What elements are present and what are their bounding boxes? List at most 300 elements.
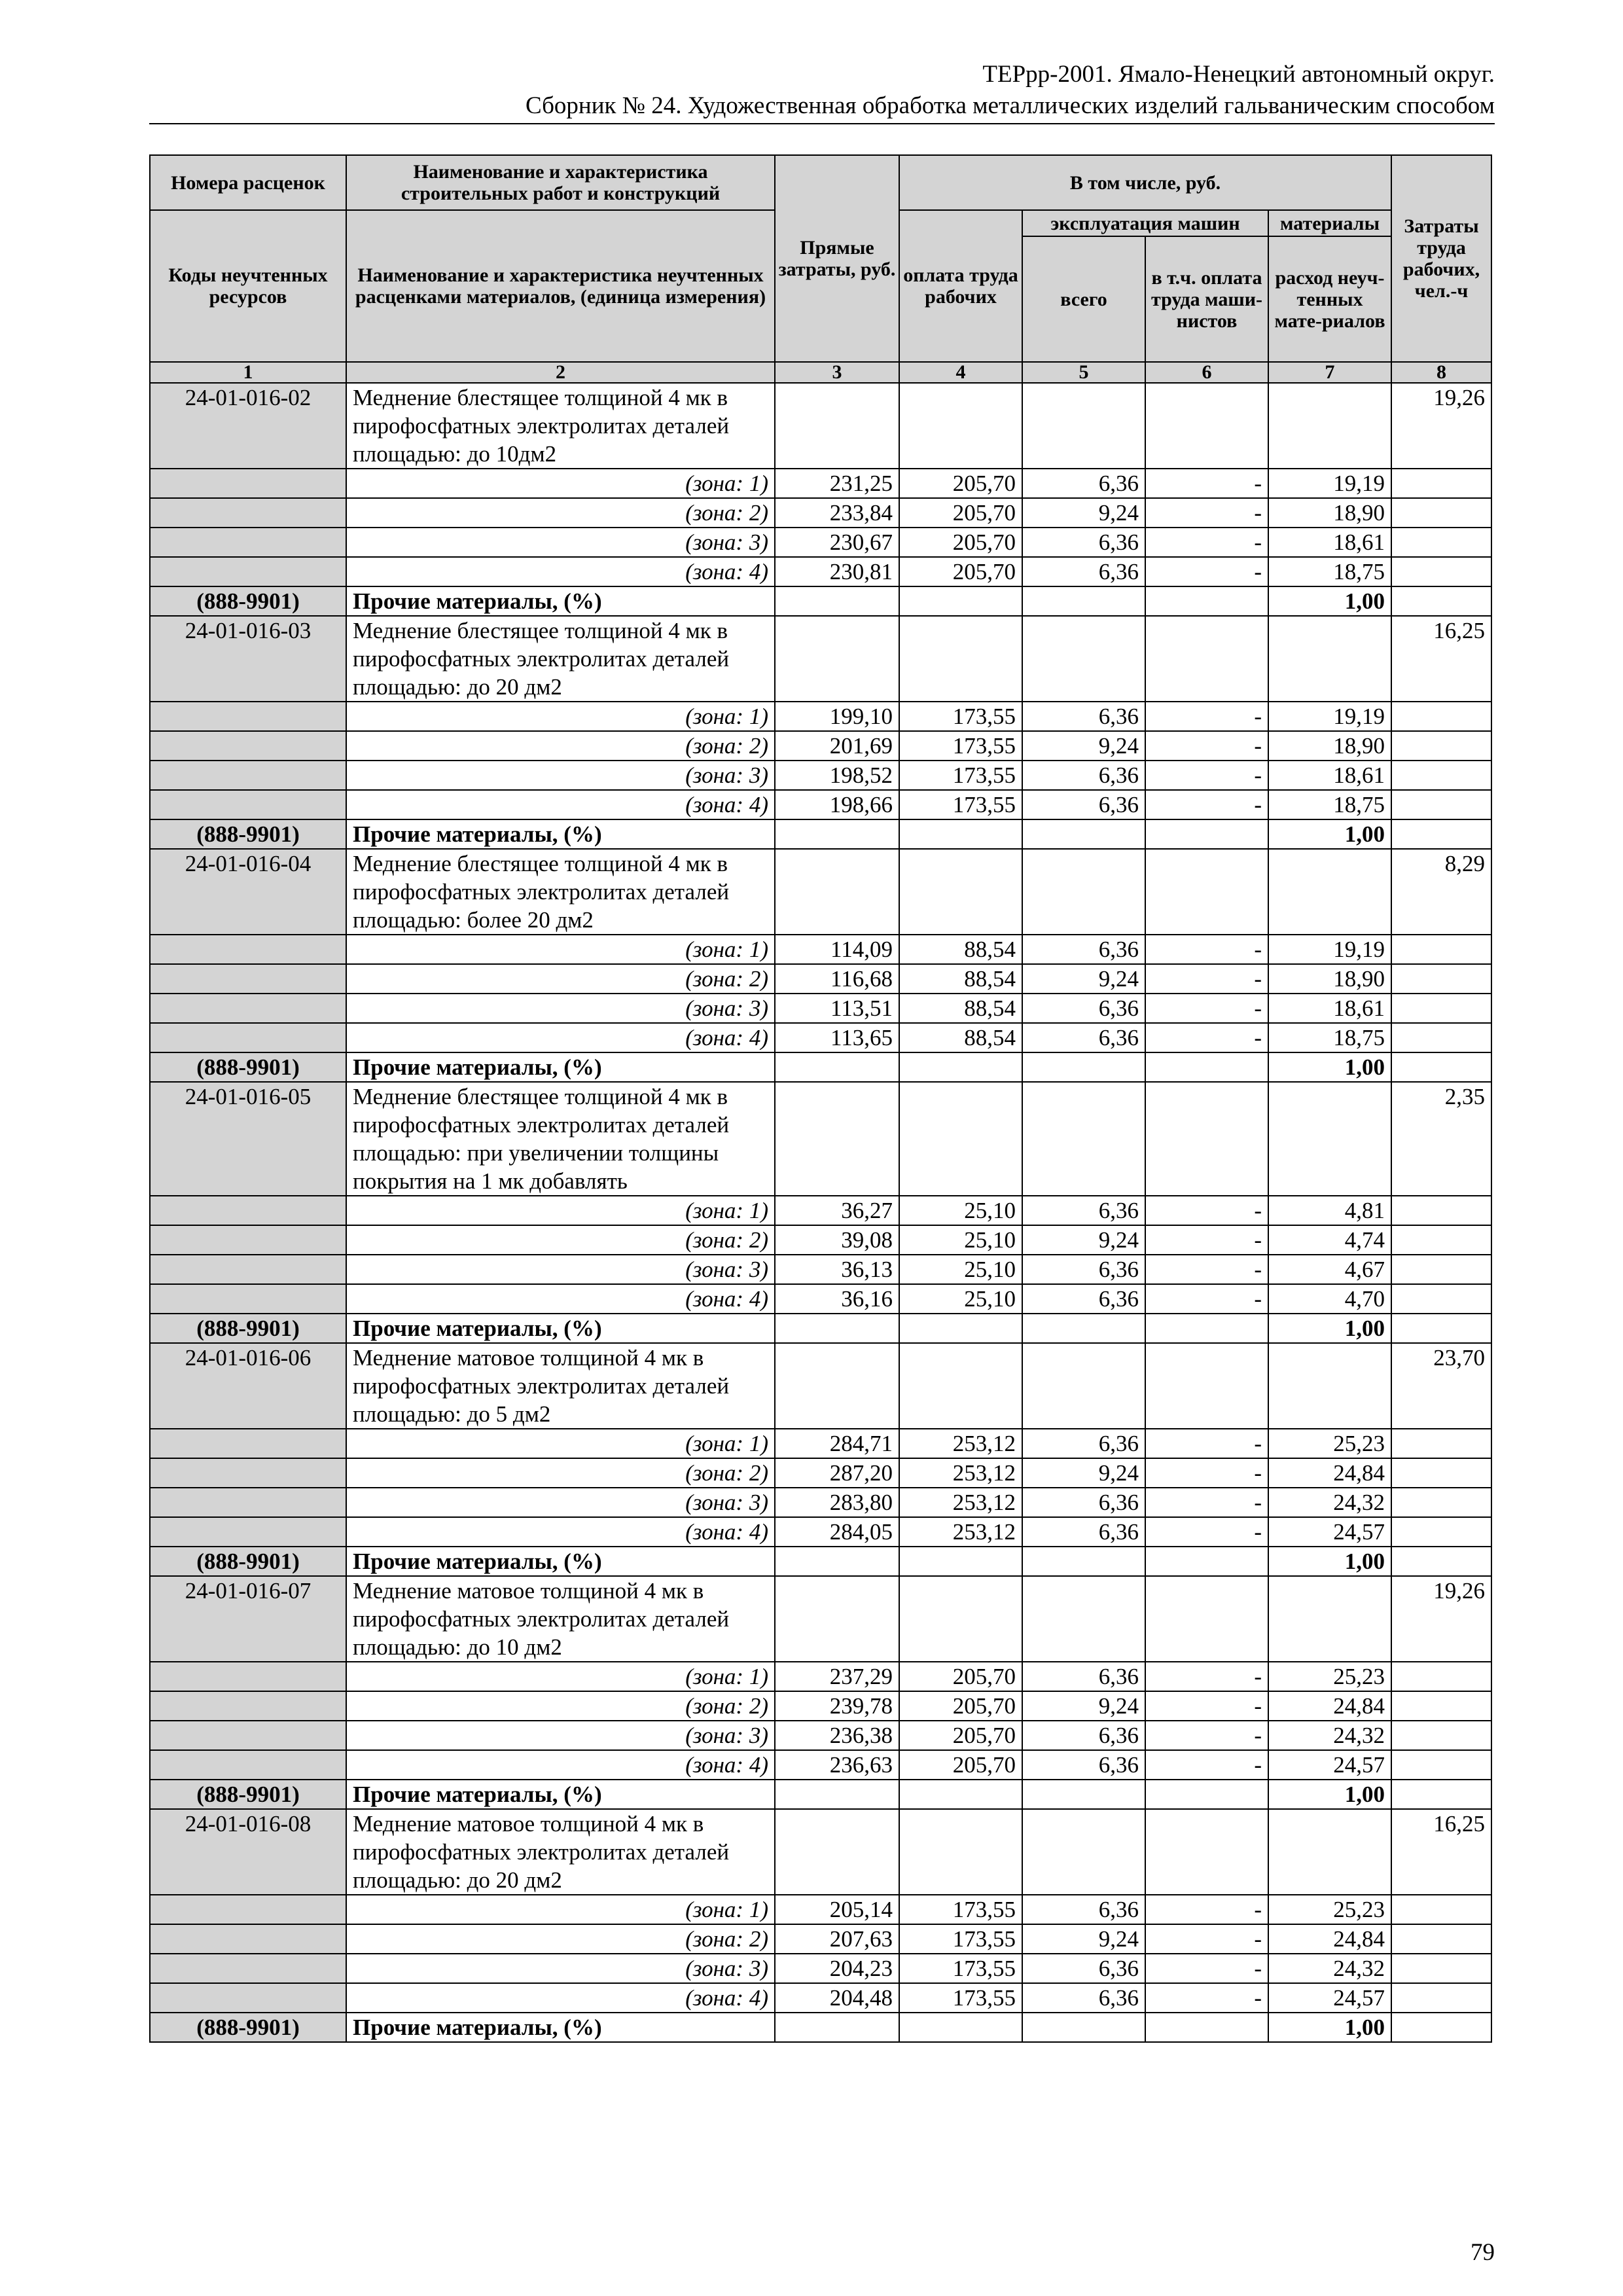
- rate-code: 24-01-016-04: [150, 849, 346, 935]
- worker-pay: 205,70: [899, 469, 1022, 498]
- zone-row: [150, 731, 1491, 761]
- empty-cell: [1391, 1196, 1491, 1225]
- worker-pay: 88,54: [899, 1023, 1022, 1052]
- rate-code: 24-01-016-06: [150, 1343, 346, 1429]
- empty-cell: [1391, 1314, 1491, 1343]
- direct-cost: 204,23: [775, 1954, 899, 1983]
- machinist-pay: -: [1145, 964, 1268, 994]
- zone-label: (зона: 2): [346, 498, 775, 528]
- empty-cell: [899, 1082, 1022, 1196]
- worker-pay: 205,70: [899, 498, 1022, 528]
- rate-code: 24-01-016-07: [150, 1576, 346, 1662]
- machinist-pay: -: [1145, 790, 1268, 819]
- resource-code: (888-9901): [150, 586, 346, 616]
- machine-total: 9,24: [1022, 731, 1145, 761]
- empty-cell: [1391, 1547, 1491, 1576]
- other-materials-value: 1,00: [1268, 586, 1391, 616]
- empty-cell: [1391, 819, 1491, 849]
- empty-cell: [150, 1517, 346, 1547]
- direct-cost: 231,25: [775, 469, 899, 498]
- empty-cell: [1391, 1924, 1491, 1954]
- col-num: 7: [1268, 362, 1391, 383]
- zone-label: (зона: 3): [346, 761, 775, 790]
- labor-cost: 19,26: [1391, 1576, 1491, 1662]
- empty-cell: [1022, 616, 1145, 702]
- machinist-pay: -: [1145, 1924, 1268, 1954]
- empty-cell: [899, 586, 1022, 616]
- other-materials-row: [150, 1314, 1491, 1343]
- empty-cell: [1391, 528, 1491, 557]
- header-kody: Коды неучтенных ресурсов: [150, 210, 346, 362]
- materials-cost: 18,61: [1268, 994, 1391, 1023]
- direct-cost: 204,48: [775, 1983, 899, 2013]
- worker-pay: 88,54: [899, 964, 1022, 994]
- empty-cell: [1268, 1082, 1391, 1196]
- materials-cost: 18,90: [1268, 498, 1391, 528]
- empty-cell: [150, 1721, 346, 1750]
- machine-total: 6,36: [1022, 1983, 1145, 2013]
- empty-cell: [775, 819, 899, 849]
- header-v-tom-chisle: В том числе, руб.: [899, 155, 1391, 210]
- machine-total: 6,36: [1022, 935, 1145, 964]
- empty-cell: [775, 849, 899, 935]
- zone-label: (зона: 2): [346, 731, 775, 761]
- empty-cell: [1391, 994, 1491, 1023]
- worker-pay: 253,12: [899, 1458, 1022, 1488]
- direct-cost: 233,84: [775, 498, 899, 528]
- rate-description-line: Меднение матовое толщиной 4 мк в: [353, 1345, 704, 1371]
- header-nomera: Номера расценок: [150, 155, 346, 210]
- header-row-1: [150, 155, 1491, 210]
- resource-code: (888-9901): [150, 2013, 346, 2042]
- other-materials-value: 1,00: [1268, 1547, 1391, 1576]
- zone-label: (зона: 4): [346, 1284, 775, 1314]
- machinist-pay: -: [1145, 994, 1268, 1023]
- empty-cell: [775, 1576, 899, 1662]
- zone-row: [150, 498, 1491, 528]
- zone-label: (зона: 4): [346, 790, 775, 819]
- zone-label: (зона: 3): [346, 1954, 775, 1983]
- empty-cell: [1391, 702, 1491, 731]
- zone-label: (зона: 4): [346, 1517, 775, 1547]
- other-materials-row: [150, 1547, 1491, 1576]
- materials-cost: 18,75: [1268, 557, 1391, 586]
- zone-label: (зона: 3): [346, 994, 775, 1023]
- empty-cell: [1391, 731, 1491, 761]
- empty-cell: [150, 1196, 346, 1225]
- empty-cell: [1391, 790, 1491, 819]
- empty-cell: [1022, 849, 1145, 935]
- header-naim-top: Наименование и характеристика строительных работ и конструкций: [346, 155, 775, 210]
- worker-pay: 205,70: [899, 528, 1022, 557]
- machinist-pay: -: [1145, 761, 1268, 790]
- direct-cost: 207,63: [775, 1924, 899, 1954]
- empty-cell: [1391, 1983, 1491, 2013]
- empty-cell: [775, 586, 899, 616]
- empty-cell: [1022, 819, 1145, 849]
- worker-pay: 173,55: [899, 702, 1022, 731]
- zone-row: [150, 1225, 1491, 1255]
- zone-row: [150, 994, 1491, 1023]
- direct-cost: 236,38: [775, 1721, 899, 1750]
- empty-cell: [1145, 1809, 1268, 1895]
- resource-code: (888-9901): [150, 1314, 346, 1343]
- rate-description: [346, 616, 775, 702]
- rate-description-line: площадью: до 20 дм2: [353, 674, 562, 700]
- materials-cost: 18,75: [1268, 1023, 1391, 1052]
- machinist-pay: -: [1145, 1196, 1268, 1225]
- machine-total: 6,36: [1022, 1488, 1145, 1517]
- empty-cell: [1391, 469, 1491, 498]
- direct-cost: 239,78: [775, 1691, 899, 1721]
- direct-cost: 198,52: [775, 761, 899, 790]
- zone-label: (зона: 1): [346, 1662, 775, 1691]
- machine-total: 6,36: [1022, 1662, 1145, 1691]
- empty-cell: [1391, 1429, 1491, 1458]
- empty-cell: [150, 469, 346, 498]
- rate-description: [346, 1343, 775, 1429]
- machinist-pay: -: [1145, 1721, 1268, 1750]
- zone-label: (зона: 4): [346, 1023, 775, 1052]
- header-rule: [149, 123, 1495, 124]
- col-num: 5: [1022, 362, 1145, 383]
- machinist-pay: -: [1145, 702, 1268, 731]
- direct-cost: 201,69: [775, 731, 899, 761]
- rate-title-row: [150, 849, 1491, 935]
- machine-total: 6,36: [1022, 1284, 1145, 1314]
- header-ekspl: эксплуатация машин: [1022, 210, 1268, 236]
- rate-title-row: [150, 1082, 1491, 1196]
- empty-cell: [899, 1052, 1022, 1082]
- rate-code: 24-01-016-08: [150, 1809, 346, 1895]
- resource-code: (888-9901): [150, 1052, 346, 1082]
- empty-cell: [775, 616, 899, 702]
- empty-cell: [1145, 1343, 1268, 1429]
- rate-description-line: площадью: более 20 дм2: [353, 907, 594, 933]
- worker-pay: 25,10: [899, 1284, 1022, 1314]
- empty-cell: [1022, 1547, 1145, 1576]
- rate-description-line: пирофосфатных электролитах деталей: [353, 413, 730, 439]
- empty-cell: [1391, 1052, 1491, 1082]
- zone-row: [150, 469, 1491, 498]
- zone-row: [150, 1691, 1491, 1721]
- materials-cost: 18,61: [1268, 761, 1391, 790]
- empty-cell: [1145, 1547, 1268, 1576]
- col-num: 4: [899, 362, 1022, 383]
- machine-total: 6,36: [1022, 1954, 1145, 1983]
- rate-description-line: Меднение блестящее толщиной 4 мк в: [353, 618, 728, 643]
- direct-cost: 39,08: [775, 1225, 899, 1255]
- other-materials-row: [150, 586, 1491, 616]
- worker-pay: 25,10: [899, 1196, 1022, 1225]
- col-num: 3: [775, 362, 899, 383]
- zone-row: [150, 964, 1491, 994]
- empty-cell: [150, 1924, 346, 1954]
- zone-row: [150, 1488, 1491, 1517]
- rate-title-row: [150, 1576, 1491, 1662]
- header-zatraty: Затраты труда рабочих, чел.-ч: [1391, 155, 1491, 362]
- direct-cost: 36,16: [775, 1284, 899, 1314]
- empty-cell: [150, 498, 346, 528]
- other-materials-row: [150, 1052, 1491, 1082]
- rate-description-line: площадью: до 20 дм2: [353, 1867, 562, 1893]
- zone-row: [150, 1284, 1491, 1314]
- zone-label: (зона: 2): [346, 1458, 775, 1488]
- empty-cell: [1022, 2013, 1145, 2042]
- zone-label: (зона: 2): [346, 964, 775, 994]
- col-num: 8: [1391, 362, 1491, 383]
- empty-cell: [1145, 1576, 1268, 1662]
- machine-total: 6,36: [1022, 1255, 1145, 1284]
- machine-total: 9,24: [1022, 1924, 1145, 1954]
- empty-cell: [1391, 1895, 1491, 1924]
- machinist-pay: -: [1145, 1458, 1268, 1488]
- empty-cell: [150, 790, 346, 819]
- machinist-pay: -: [1145, 935, 1268, 964]
- empty-cell: [150, 1225, 346, 1255]
- zone-row: [150, 1662, 1491, 1691]
- worker-pay: 173,55: [899, 1983, 1022, 2013]
- materials-cost: 24,84: [1268, 1691, 1391, 1721]
- rate-description: [346, 1576, 775, 1662]
- empty-cell: [899, 1809, 1022, 1895]
- empty-cell: [1145, 383, 1268, 469]
- machinist-pay: -: [1145, 1429, 1268, 1458]
- worker-pay: 173,55: [899, 761, 1022, 790]
- empty-cell: [899, 1576, 1022, 1662]
- rate-description-line: площадью: до 10 дм2: [353, 1634, 562, 1660]
- column-number-row: [150, 362, 1491, 383]
- rate-description-line: пирофосфатных электролитах деталей: [353, 646, 730, 672]
- direct-cost: 236,63: [775, 1750, 899, 1780]
- empty-cell: [150, 994, 346, 1023]
- worker-pay: 173,55: [899, 1924, 1022, 1954]
- resource-code: (888-9901): [150, 1780, 346, 1809]
- other-materials-value: 1,00: [1268, 1314, 1391, 1343]
- empty-cell: [150, 1458, 346, 1488]
- machine-total: 6,36: [1022, 790, 1145, 819]
- other-materials-name: Прочие материалы, (%): [346, 1547, 775, 1576]
- worker-pay: 205,70: [899, 1691, 1022, 1721]
- empty-cell: [150, 1023, 346, 1052]
- rate-description: [346, 1809, 775, 1895]
- worker-pay: 253,12: [899, 1517, 1022, 1547]
- header-title-line2: Сборник № 24. Художественная обработка металлических изделий гальваническим способом: [525, 92, 1495, 119]
- materials-cost: 24,32: [1268, 1488, 1391, 1517]
- worker-pay: 205,70: [899, 1750, 1022, 1780]
- zone-label: (зона: 4): [346, 1750, 775, 1780]
- empty-cell: [1391, 1458, 1491, 1488]
- machine-total: 9,24: [1022, 1458, 1145, 1488]
- worker-pay: 205,70: [899, 1721, 1022, 1750]
- zone-row: [150, 1750, 1491, 1780]
- materials-cost: 4,74: [1268, 1225, 1391, 1255]
- labor-cost: 19,26: [1391, 383, 1491, 469]
- empty-cell: [1391, 1225, 1491, 1255]
- materials-cost: 24,57: [1268, 1983, 1391, 2013]
- zone-row: [150, 1983, 1491, 2013]
- rate-description-line: пирофосфатных электролитах деталей: [353, 1373, 730, 1399]
- header-title-line1: ТЕРрр-2001. Ямало-Ненецкий автономный округ.: [982, 61, 1495, 88]
- zone-label: (зона: 1): [346, 702, 775, 731]
- rate-description-line: пирофосфатных электролитах деталей: [353, 1112, 730, 1138]
- machine-total: 6,36: [1022, 761, 1145, 790]
- empty-cell: [1145, 1082, 1268, 1196]
- machinist-pay: -: [1145, 1750, 1268, 1780]
- rate-description-line: площадью: при увеличении толщины: [353, 1140, 719, 1166]
- machinist-pay: -: [1145, 1284, 1268, 1314]
- empty-cell: [1391, 1750, 1491, 1780]
- empty-cell: [150, 1488, 346, 1517]
- empty-cell: [899, 1547, 1022, 1576]
- zone-label: (зона: 1): [346, 1429, 775, 1458]
- header-vsego: всего: [1022, 236, 1145, 362]
- materials-cost: 18,61: [1268, 528, 1391, 557]
- zone-row: [150, 1023, 1491, 1052]
- direct-cost: 205,14: [775, 1895, 899, 1924]
- machine-total: 6,36: [1022, 1895, 1145, 1924]
- materials-cost: 4,70: [1268, 1284, 1391, 1314]
- col-num: 2: [346, 362, 775, 383]
- machinist-pay: -: [1145, 1225, 1268, 1255]
- direct-cost: 114,09: [775, 935, 899, 964]
- machine-total: 9,24: [1022, 1691, 1145, 1721]
- empty-cell: [150, 1895, 346, 1924]
- zone-label: (зона: 2): [346, 1225, 775, 1255]
- header-pryamye: Прямые затраты, руб.: [775, 155, 899, 362]
- machine-total: 9,24: [1022, 498, 1145, 528]
- machinist-pay: -: [1145, 469, 1268, 498]
- zone-label: (зона: 1): [346, 1895, 775, 1924]
- worker-pay: 205,70: [899, 1662, 1022, 1691]
- empty-cell: [1391, 1255, 1491, 1284]
- machinist-pay: -: [1145, 1255, 1268, 1284]
- zone-row: [150, 790, 1491, 819]
- materials-cost: 25,23: [1268, 1662, 1391, 1691]
- direct-cost: 198,66: [775, 790, 899, 819]
- zone-row: [150, 1924, 1491, 1954]
- rate-code: 24-01-016-02: [150, 383, 346, 469]
- zone-label: (зона: 3): [346, 1488, 775, 1517]
- empty-cell: [1391, 586, 1491, 616]
- machinist-pay: -: [1145, 1662, 1268, 1691]
- empty-cell: [1145, 1314, 1268, 1343]
- header-oplata: оплата труда рабочих: [899, 210, 1022, 362]
- rate-title-row: [150, 1343, 1491, 1429]
- direct-cost: 113,51: [775, 994, 899, 1023]
- zone-label: (зона: 3): [346, 1255, 775, 1284]
- empty-cell: [1022, 586, 1145, 616]
- empty-cell: [775, 1314, 899, 1343]
- materials-cost: 18,90: [1268, 964, 1391, 994]
- empty-cell: [899, 849, 1022, 935]
- empty-cell: [150, 1662, 346, 1691]
- other-materials-row: [150, 819, 1491, 849]
- header-materialy: материалы: [1268, 210, 1391, 236]
- empty-cell: [1391, 1023, 1491, 1052]
- zone-row: [150, 1954, 1491, 1983]
- machinist-pay: -: [1145, 528, 1268, 557]
- worker-pay: 205,70: [899, 557, 1022, 586]
- empty-cell: [1022, 1343, 1145, 1429]
- direct-cost: 284,71: [775, 1429, 899, 1458]
- zone-label: (зона: 1): [346, 469, 775, 498]
- empty-cell: [1391, 935, 1491, 964]
- materials-cost: 4,81: [1268, 1196, 1391, 1225]
- direct-cost: 113,65: [775, 1023, 899, 1052]
- other-materials-value: 1,00: [1268, 819, 1391, 849]
- empty-cell: [899, 1780, 1022, 1809]
- zone-label: (зона: 1): [346, 935, 775, 964]
- machinist-pay: -: [1145, 1895, 1268, 1924]
- direct-cost: 284,05: [775, 1517, 899, 1547]
- machine-total: 6,36: [1022, 994, 1145, 1023]
- empty-cell: [150, 1284, 346, 1314]
- zone-label: (зона: 3): [346, 528, 775, 557]
- worker-pay: 253,12: [899, 1488, 1022, 1517]
- other-materials-name: Прочие материалы, (%): [346, 1314, 775, 1343]
- direct-cost: 230,81: [775, 557, 899, 586]
- other-materials-row: [150, 1780, 1491, 1809]
- empty-cell: [150, 1954, 346, 1983]
- resource-code: (888-9901): [150, 1547, 346, 1576]
- empty-cell: [150, 702, 346, 731]
- empty-cell: [899, 1314, 1022, 1343]
- other-materials-row: [150, 2013, 1491, 2042]
- empty-cell: [775, 383, 899, 469]
- zone-row: [150, 1517, 1491, 1547]
- machinist-pay: -: [1145, 1983, 1268, 2013]
- empty-cell: [1268, 849, 1391, 935]
- empty-cell: [1391, 2013, 1491, 2042]
- labor-cost: 16,25: [1391, 1809, 1491, 1895]
- zone-row: [150, 761, 1491, 790]
- rate-description-line: Меднение блестящее толщиной 4 мк в: [353, 385, 728, 410]
- empty-cell: [775, 1082, 899, 1196]
- machine-total: 6,36: [1022, 1023, 1145, 1052]
- empty-cell: [150, 1750, 346, 1780]
- labor-cost: 16,25: [1391, 616, 1491, 702]
- empty-cell: [1391, 1780, 1491, 1809]
- empty-cell: [775, 1052, 899, 1082]
- empty-cell: [150, 528, 346, 557]
- materials-cost: 18,75: [1268, 790, 1391, 819]
- machine-total: 6,36: [1022, 1721, 1145, 1750]
- rate-code: 24-01-016-05: [150, 1082, 346, 1196]
- direct-cost: 116,68: [775, 964, 899, 994]
- empty-cell: [150, 1255, 346, 1284]
- empty-cell: [1391, 761, 1491, 790]
- empty-cell: [1391, 1662, 1491, 1691]
- empty-cell: [1145, 1052, 1268, 1082]
- other-materials-name: Прочие материалы, (%): [346, 2013, 775, 2042]
- empty-cell: [775, 1809, 899, 1895]
- labor-cost: 2,35: [1391, 1082, 1491, 1196]
- empty-cell: [1391, 964, 1491, 994]
- header-vtch: в т.ч. оплата труда маши-нистов: [1145, 236, 1268, 362]
- materials-cost: 19,19: [1268, 935, 1391, 964]
- materials-cost: 24,84: [1268, 1924, 1391, 1954]
- empty-cell: [1391, 498, 1491, 528]
- empty-cell: [1391, 1517, 1491, 1547]
- resource-code: (888-9901): [150, 819, 346, 849]
- machine-total: 9,24: [1022, 1225, 1145, 1255]
- zone-label: (зона: 4): [346, 557, 775, 586]
- materials-cost: 25,23: [1268, 1895, 1391, 1924]
- empty-cell: [1391, 557, 1491, 586]
- empty-cell: [150, 935, 346, 964]
- zone-row: [150, 1458, 1491, 1488]
